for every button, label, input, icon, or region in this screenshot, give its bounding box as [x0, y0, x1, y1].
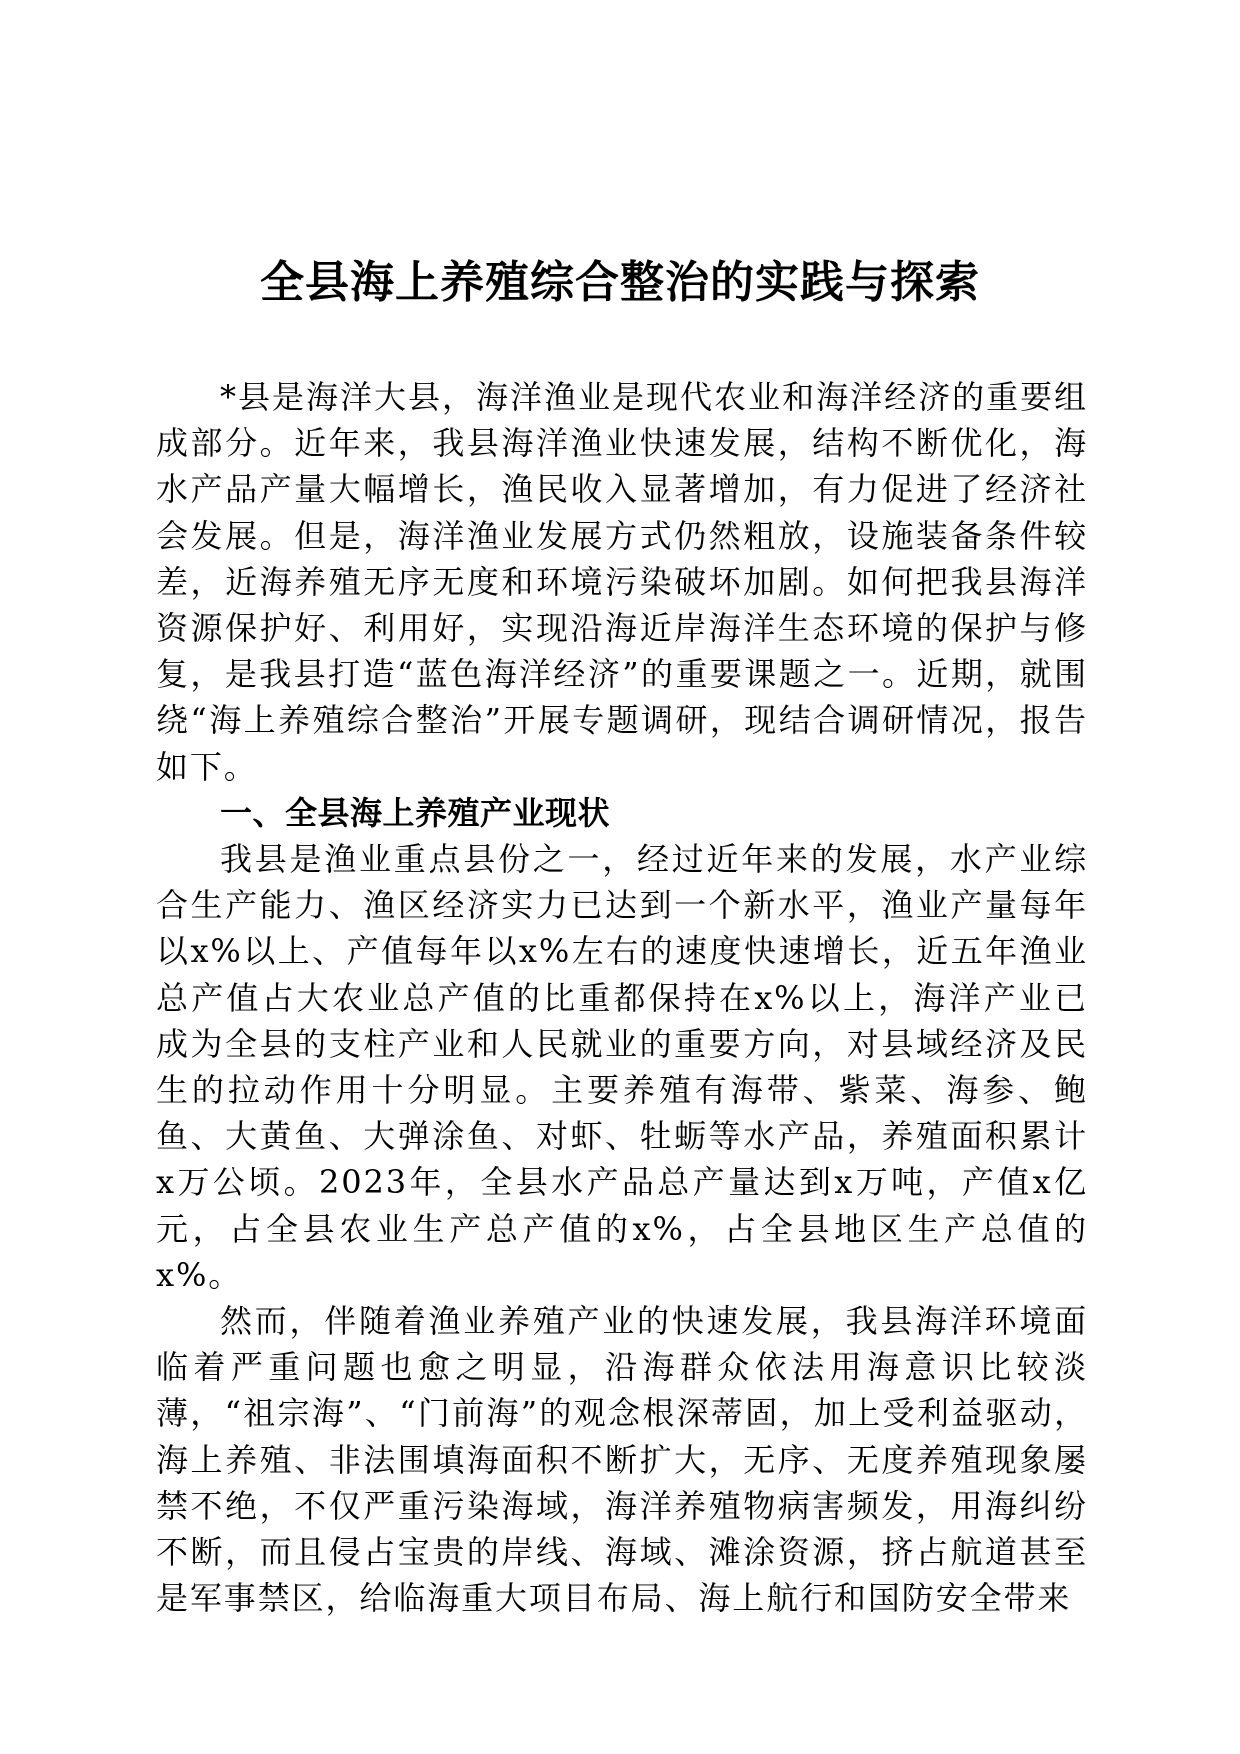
- intro-paragraph: *县是海洋大县，海洋渔业是现代农业和海洋经济的重要组成部分。近年来，我县海洋渔业快速发展，结构不断优化，海水产品产量大幅增长，渔民收入显著增加，有力促进了经济社会发展。但是，海洋渔业发展方式仍然粗放，设施装备条件较差，近海养殖无序无度和环境污染破坏加剧。如何把我县海洋资源保护好、利用好，实现沿海近岸海洋生态环境的保护与修复，是我县打造“蓝色海洋经济”的重要课题之一。近期，就围绕“海上养殖综合整治”开展专题调研，现结合调研情况，报告如下。: [156, 378, 1088, 786]
- document-title: 全县海上养殖综合整治的实践与探索: [260, 257, 980, 308]
- body-paragraph: 我县是渔业重点县份之一，经过近年来的发展，水产业综合生产能力、渔区经济实力已达到一个新水平，渔业产量每年以x%以上、产值每年以x%左右的速度快速增长，近五年渔业总产值占大农业总产值的比重都保持在x%以上，海洋产业已成为全县的支柱产业和人民就业的重要方向，对县域经济及民生的拉动作用十分明显。主要养殖有海带、紫菜、海参、鲍鱼、大黄鱼、大弹涂鱼、对虾、牡蛎等水产品，养殖面积累计x万公顷。2023年，全县水产品总产量达到x万吨，产值x亿元，占全县农业生产总产值的x%，占全县地区生产总值的x%。: [156, 840, 1088, 1294]
- section-heading: 一、全县海上养殖产业现状: [220, 793, 611, 832]
- body-paragraph: 然而，伴随着渔业养殖产业的快速发展，我县海洋环境面临着严重问题也愈之明显，沿海群众依法用海意识比较淡薄，“祖宗海”、“门前海”的观念根深蒂固，加上受利益驱动，海上养殖、非法围填海面积不断扩大，无序、无度养殖现象屡禁不绝，不仅严重污染海域，海洋养殖物病害频发，用海纠纷不断，而且侵占宝贵的岸线、海域、滩涂资源，挤占航道甚至是军事禁区，给临海重大项目布局、海上航行和国防安全带来: [156, 1302, 1088, 1618]
- document-body: [156, 374, 1088, 1621]
